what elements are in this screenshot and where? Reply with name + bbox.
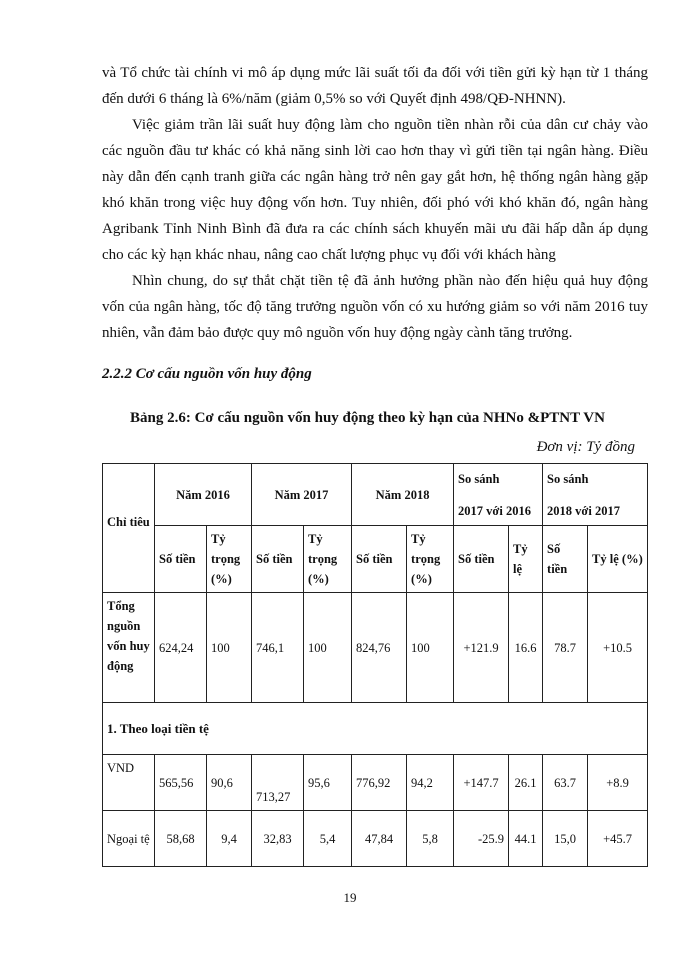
sub-so-tien-2018: Số tiền [352, 526, 407, 593]
cell-v2017: 746,1 [252, 593, 304, 703]
sub-so-tien-2016: Số tiền [155, 526, 207, 593]
cell-v2018: 824,76 [352, 593, 407, 703]
cell-s1: -25.9 [454, 811, 509, 867]
cell-r2: +10.5 [588, 593, 648, 703]
header-row-2 [103, 526, 648, 593]
header-compare-1-line1: So sánh [458, 471, 500, 486]
paragraph-2: Việc giảm trần lãi suất huy động làm cho nguồn tiền nhàn rỗi của dân cư chảy vào các nguồn đầu tư khác có khả năng sinh lời cao hơn thay vì gửi tiền tại ngân hàng. Điều này dẫn đến cạnh tranh giữa các ngân hàng trở nên gay gắt hơn, hệ thống ngân hàng gặp khó khăn trong việc huy động vốn hơn. Tuy nhiên, đối phó với khó khăn đó, ngân hàng Agribank Tỉnh Ninh Bình đã đưa ra các chính sách khuyến mãi ưu đãi hấp dẫn áp dụng cho các kỳ hạn khác nhau, nâng cao chất lượng phục vụ đối với khách hàng [102, 117, 648, 263]
cell-t2018: 94,2 [407, 755, 454, 811]
cell-t2018: 100 [407, 593, 454, 703]
cell-t2017: 100 [304, 593, 352, 703]
paragraph-3: Nhìn chung, do sự thắt chặt tiền tệ đã ảnh hưởng phần nào đến hiệu quả huy động vốn của ngân hàng, tốc độ tăng trưởng nguồn vốn có xu hướng giảm so với năm 2016 tuy nhiên, vẫn đảm bảo được quy mô nguồn vốn huy động ngày cành tăng trưởng. [102, 273, 648, 341]
cell-t2017: 95,6 [304, 755, 352, 811]
paragraph-1: và Tổ chức tài chính vi mô áp dụng mức lãi suất tối đa đối với tiền gửi kỳ hạn từ 1 tháng đến dưới 6 tháng là 6%/năm (giảm 0,5% so với Quyết định 498/QĐ-NHNN). [102, 65, 648, 107]
table-row [103, 811, 648, 867]
cell-r1: 16.6 [509, 593, 543, 703]
cell-r1: 44.1 [509, 811, 543, 867]
row-label: Ngoại tệ [103, 811, 155, 867]
row-label: Tổng nguồn vốn huy động [103, 593, 155, 703]
cell-s1: +147.7 [454, 755, 509, 811]
cell-t2016: 9,4 [207, 811, 252, 867]
table-row [103, 593, 648, 703]
page-number: 19 [343, 890, 357, 905]
cell-v2016: 58,68 [155, 811, 207, 867]
cell-s2: 78.7 [543, 593, 588, 703]
cell-v2016: 624,24 [155, 593, 207, 703]
header-compare-2-line2: 2018 với 2017 [547, 503, 620, 518]
cell-s2: 15,0 [543, 811, 588, 867]
header-row-1 [103, 464, 648, 526]
sub-ty-trong-2016: Tỷ trọng (%) [207, 526, 252, 593]
cell-v2018: 47,84 [352, 811, 407, 867]
header-chi-tieu: Chỉ tiêu [103, 464, 155, 593]
sub-so-tien-2017: Số tiền [252, 526, 304, 593]
unit-label: Đơn vị: Tỷ đồng [536, 439, 635, 455]
sub-ty-le-ss2: Tỷ lệ (%) [588, 526, 648, 593]
group-row [103, 703, 648, 755]
section-title: 2.2.2 Cơ cấu nguồn vốn huy động [102, 366, 312, 382]
group-label: 1. Theo loại tiền tệ [103, 703, 648, 755]
sub-so-tien-ss1: Số tiền [454, 526, 509, 593]
cell-s2: 63.7 [543, 755, 588, 811]
sub-ty-le-ss1: Tỷ lệ [509, 526, 543, 593]
cell-v2017: 713,27 [252, 755, 304, 811]
cell-r2: +8.9 [588, 755, 648, 811]
header-2017: Năm 2017 [252, 464, 352, 526]
cell-v2018: 776,92 [352, 755, 407, 811]
header-compare-2018-2017 [543, 464, 648, 526]
table-caption: Bảng 2.6: Cơ cấu nguồn vốn huy động theo kỳ hạn của NHNo &PTNT VN [130, 410, 605, 426]
header-2018: Năm 2018 [352, 464, 454, 526]
sub-ty-trong-2017: Tỷ trọng (%) [304, 526, 352, 593]
cell-r2: +45.7 [588, 811, 648, 867]
table-row [103, 755, 648, 811]
sub-ty-trong-2018: Tỷ trọng (%) [407, 526, 454, 593]
cell-t2017: 5,4 [304, 811, 352, 867]
cell-t2016: 100 [207, 593, 252, 703]
header-compare-2-line1: So sánh [547, 471, 589, 486]
header-compare-2017-2016 [454, 464, 543, 526]
cell-v2017: 32,83 [252, 811, 304, 867]
header-compare-1-line2: 2017 với 2016 [458, 503, 531, 518]
sub-so-tien-ss2: Số tiền [543, 526, 588, 593]
cell-v2016: 565,56 [155, 755, 207, 811]
row-label: VND [103, 755, 155, 811]
cell-s1: +121.9 [454, 593, 509, 703]
header-2016: Năm 2016 [155, 464, 252, 526]
cell-t2018: 5,8 [407, 811, 454, 867]
capital-structure-table [102, 463, 648, 867]
cell-r1: 26.1 [509, 755, 543, 811]
cell-t2016: 90,6 [207, 755, 252, 811]
